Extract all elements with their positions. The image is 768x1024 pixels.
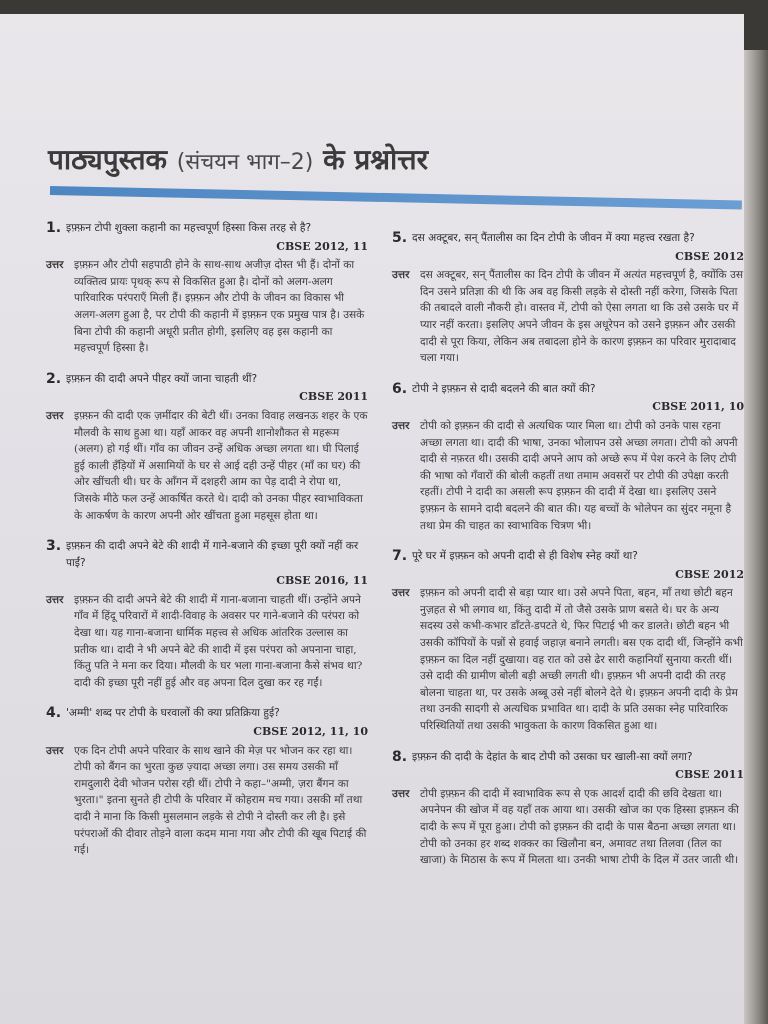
question-block — [392, 230, 744, 247]
question-number: 5. — [392, 230, 408, 246]
answer-label: उत्तर — [392, 587, 410, 600]
textbook-page — [0, 14, 744, 1024]
answer-text: इफ़्फ़न की दादी अपने बेटे की शादी में गाना-बजाना चाहती थीं। उन्होंने अपने गाँव में हिंदू परिवारों में शादी-विवाह के अवसर पर गाने-बजाने की परंपरा को देखा था। यह गाना-बजाना धार्मिक महत्त्व से अधिक आंतरिक उल्लास का प्रतीक था। दादी ने भी अपने बेटे की शादी में इस परंपरा को अपनाना चाहा, किंतु पति ने मना कर दिया। मौलवी के घर भला गाना-बजाना कैसे संभव था? दादी की इच्छा पूरी नहीं हुई और वह अपना दिल दुखा कर रह गईं। — [74, 593, 363, 689]
answer-text: दस अक्टूबर, सन् पैंतालीस का दिन टोपी के जीवन में अत्यंत महत्त्वपूर्ण है, क्योंकि उस दिन उसने प्रतिज्ञा की थी कि अब वह किसी लड़के से दोस्ती नहीं करेगा, जिसके पिता की तबादले वाली नौकरी हो। वास्तव में, टोपी को ऐसा लगता था कि उसे उसके घर में प्यार नहीं करता। इसलिए अपने जीवन के इस अधूरेपन को उसने इफ़्फ़न और उसकी दादी से पूरा किया, लेकिन अब तबादला होने के कारण इफ़्फ़न का परिवार मुरादाबाद चला गया। — [420, 269, 743, 365]
title-end: के प्रश्नोत्तर — [323, 143, 429, 176]
answer-text: इफ़्फ़न की दादी एक ज़मींदार की बेटी थीं। उनका विवाह लखनऊ शहर के एक मौलवी के साथ हुआ था। यहाँ आकर वह अपनी शानोशौकत से महरूम (अलग) हो गई थीं। गाँव का जीवन उन्हें अधिक अच्छा लगता था। घी पिलाई हुई काली हँड़ियों में असामियों के घर से आई दही उन्हें पीहर (माँ का घर) की ओर खींचती थी। घर के आँगन में दशहरी आम का पेड़ दादी ने रोपा था, जिसके मीठे फल उन्हें आकर्षित करते थे। दादी को उनका पीहर स्वाभाविकता के आकर्षण के कारण अपनी ओर खींचता हुआ महसूस होता था। — [74, 409, 368, 522]
question-number: 1. — [46, 220, 62, 236]
cbse-year-tag: CBSE 2012 — [675, 567, 744, 581]
title-underline-bar — [50, 186, 742, 209]
title-main: पाठ्यपुस्तक — [48, 143, 168, 176]
answer-block — [46, 592, 368, 692]
question-text: पूरे घर में इफ़्फ़न को अपनी दादी से ही विशेष स्नेह क्यों था? — [412, 550, 638, 563]
question-block — [392, 381, 744, 398]
question-text: दस अक्टूबर, सन् पैंतालीस का दिन टोपी के जीवन में क्या महत्त्व रखता है? — [412, 232, 695, 244]
question-number: 6. — [392, 380, 408, 397]
cbse-year-tag: CBSE 2012 — [675, 249, 744, 263]
answer-block — [392, 418, 744, 534]
answer-label: उत्तर — [46, 593, 64, 606]
answer-text: इफ़्फ़न को अपनी दादी से बड़ा प्यार था। उसे अपने पिता, बहन, माँ तथा छोटी बहन नुज़हत से भी लगाव था, किंतु दादी में तो जैसे उसके प्राण बसते थे। घर के अन्य सदस्य उसे कभी-कभार डाँटते-डपटते थे, फिर पिटाई भी कर डालते। छोटी बहन भी उसकी कॉपियों के पन्नों से हवाई जहाज़ बनाने लगती। बस एक दादी थीं, जिन्होंने कभी इफ़्फ़न का दिल नहीं दुखाया। वह रात को उसे ढेर सारी कहानियाँ सुनाया करती थीं। उसे दादी की ग्रामीण बोली बड़ी अच्छी लगती थी। इफ़्फ़न भी अपनी दादी की तरह बोलना चाहता था, पर उसके अब्बू उसे नहीं बोलने देते थे। इफ़्फ़न अपनी दादी के प्रेम तथा उनकी सादगी से अत्यधिक प्रभावित था। दादी के प्रति उसका स्नेह पारिवारिक परिस्थितियों तथा उसकी भावुकता के कारण विकसित हुआ था। — [420, 587, 743, 733]
question-text: इफ़्फ़न की दादी अपने बेटे की शादी में गाने-बजाने की इच्छा पूरी क्यों नहीं कर पाईं? — [66, 540, 359, 569]
left-column — [46, 220, 368, 873]
cbse-year-tag: CBSE 2012, 11 — [276, 239, 368, 253]
answer-block — [392, 585, 744, 734]
answer-text: एक दिन टोपी अपने परिवार के साथ खाने की मेज़ पर भोजन कर रहा था। टोपी को बैंगन का भुरता कुछ ज़्यादा अच्छा लगा। उस समय उसकी माँ रामदुलारी देवी भोजन परोस रही थीं। टोपी ने कहा–"अम्मी, ज़रा बैंगन का भुरता।" इतना सुनते ही टोपी के परिवार में कोहराम मच गया। उसकी माँ तथा दादी ने माना कि किसी मुसलमान लड़के से टोपी ने दोस्ती कर ली है। इसे परंपराओं की दीवार तोड़ने वाला कदम माना गया और टोपी की खूब पिटाई की गई। — [74, 744, 367, 857]
answer-label: उत्तर — [46, 744, 64, 757]
question-number: 4. — [46, 705, 62, 722]
book-spine-edge — [744, 50, 768, 1024]
cbse-year-tag: CBSE 2011 — [675, 768, 744, 782]
cbse-year-tag: CBSE 2011 — [299, 390, 368, 404]
question-block — [46, 705, 368, 722]
page-title — [48, 140, 428, 178]
question-block — [392, 749, 744, 766]
answer-text: टोपी को इफ़्फ़न की दादी से अत्यधिक प्यार मिला था। टोपी को उनके पास रहना अच्छा लगता था। दादी की भाषा, उनका भोलापन उसे अच्छा लगता। टोपी को अपनी दादी से नफ़रत थी। उसकी दादी अपने आप को अच्छे रूप में पेश करने के लिए टोपी की भाषा को गँवारों की बोली कहतीं तथा तमाम अवसरों पर टोपी की उपेक्षा करती रहतीं। टोपी ने दादी का असली रूप इफ़्फ़न की दादी में देखा था। इसलिए उसने इफ़्फ़न के सामने दादी बदलने की बात की। यह बच्चों के भोलेपन का सुंदर नमूना है तथा प्रेम की चाहत का स्वाभाविक चित्रण भी। — [420, 419, 738, 532]
question-number: 2. — [46, 370, 62, 387]
question-block — [46, 538, 368, 571]
cbse-year-tag: CBSE 2016, 11 — [276, 574, 368, 588]
answer-block — [46, 257, 368, 357]
question-number: 8. — [392, 748, 408, 765]
answer-block — [392, 267, 744, 367]
question-number: 7. — [392, 548, 408, 565]
cbse-year-tag: CBSE 2011, 10 — [652, 400, 744, 414]
answer-label: उत्तर — [392, 787, 410, 800]
question-block — [46, 371, 368, 388]
question-text: इफ़्फ़न टोपी शुक्ला कहानी का महत्त्वपूर्ण हिस्सा किस तरह से है? — [66, 222, 312, 234]
question-block — [46, 220, 368, 237]
question-text: 'अम्मी' शब्द पर टोपी के घरवालों की क्या प्रतिक्रिया हुई? — [66, 707, 280, 720]
title-subtitle: (संचयन भाग–2) — [176, 150, 314, 175]
answer-label: उत्तर — [392, 419, 410, 432]
answer-label: उत्तर — [392, 269, 410, 282]
question-text: इफ़्फ़न की दादी के देहांत के बाद टोपी को उसका घर खाली-सा क्यों लगा? — [412, 750, 693, 763]
answer-block — [46, 408, 368, 524]
answer-block — [392, 786, 744, 869]
question-text: इफ़्फ़न की दादी अपने पीहर क्यों जाना चाहती थीं? — [66, 372, 258, 385]
answer-text: इफ़्फ़न और टोपी सहपाठी होने के साथ-साथ अजीज़ दोस्त भी हैं। दोनों का व्यक्तित्व प्रायः पृथक् रूप से विकसित हुआ है। दोनों को अलग-अलग पारिवारिक परंपराएँ मिली हैं। इफ़्फ़न और टोपी के जीवन का विकास भी अलग-अलग हुआ है, पर टोपी की कहानी में इफ़्फ़न एक प्रमुख पात्र है। उसके बिना टोपी की कहानी अधूरी प्रतीत होगी, इसलिए वह इस कहानी का महत्त्वपूर्ण हिस्सा है। — [74, 259, 365, 355]
question-number: 3. — [46, 538, 62, 555]
right-column — [392, 230, 744, 883]
cbse-year-tag: CBSE 2012, 11, 10 — [253, 725, 368, 739]
question-block — [392, 548, 744, 565]
answer-label: उत्तर — [46, 259, 64, 272]
question-text: टोपी ने इफ़्फ़न से दादी बदलने की बात क्यों की? — [412, 382, 596, 395]
answer-text: टोपी इफ़्फ़न की दादी में स्वाभाविक रूप से एक आदर्श दादी की छवि देखता था। अपनेपन की खोज में वह यहाँ तक आया था। उसकी खोज का एक हिस्सा इफ़्फ़न की दादी के रूप में पूरा हुआ। टोपी को इफ़्फ़न की दादी के पास बैठना अच्छा लगता था। टोपी को उनका हर शब्द शक्कर का खिलौना बन, अमावट तथा तिलवा (तिल का खाजा) के मिठास के रूप में मिलता था। उनकी भाषा टोपी के दिल में उतर जाती थी। — [420, 787, 739, 867]
answer-block — [46, 743, 368, 859]
answer-label: उत्तर — [46, 409, 64, 422]
